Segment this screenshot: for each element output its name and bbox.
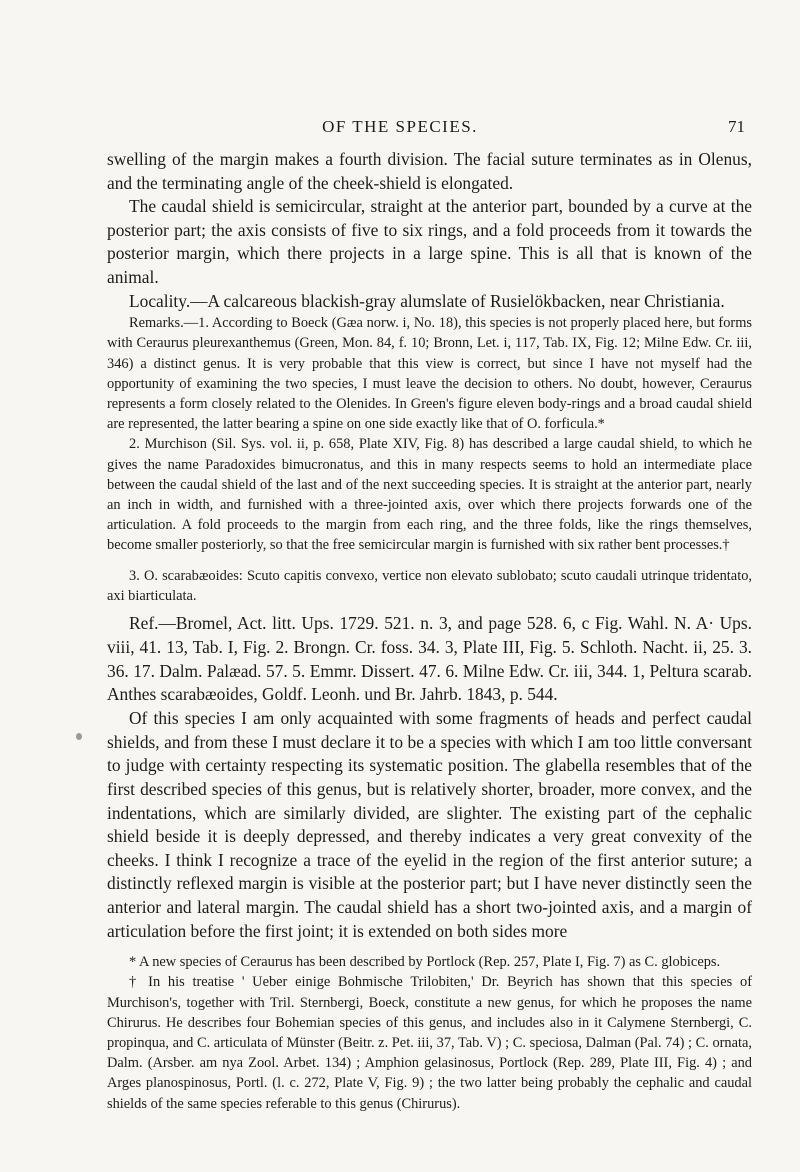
- paragraph-caudal-shield: The caudal shield is semicircular, straight at the anterior part, bounded by a curve at the posterior part; the axis consists of five to six rings, and a fold proceeds from it towards the posterior margin, which there projects in a large spine. This is all that is known of the animal.: [107, 196, 752, 287]
- ink-blot: [76, 733, 82, 740]
- page-number: 71: [728, 117, 745, 136]
- paragraph-remarks-2: 2. Murchison (Sil. Sys. vol. ii, p. 658, Plate XIV, Fig. 8) has described a large caudal shield, to which he gives the name Paradoxides bimucronatus, and this in many respects seems to hold an intermediate place between the caudal shield of the last and of the next succeeding species. It is straight at the anterior part, nearly an inch in width, and furnished with a three-jointed axis, over which there projects forwards one of the articulation. A fold proceeds to the margin from each ring, and the three folds, like the rings themselves, become smaller posteriorly, so that the free semicircular margin is furnished with six rather bent processes.†: [107, 436, 752, 554]
- paragraph-description: Of this species I am only acquainted with some fragments of heads and perfect caudal shields, and from these I must declare it to be a species with which I am too little conversant to judge with certainty respecting its systematic position. The glabella resembles that of the first described species of this genus, but is relatively shorter, broader, more convex, and the indentations, which are similarly divided, are slighter. The existing part of the cephalic shield beside it is deeply depressed, and thereby indicates a very great convexity of the cheeks. I think I recognize a trace of the eyelid in the region of the first anterior suture; a distinctly reflexed margin is visible at the posterior part; but I have never distinctly seen the anterior and lateral margin. The caudal shield has a short two-jointed axis, and a margin of articulation before the first joint; it is extended on both sides more: [107, 708, 752, 941]
- page-content: [107, 148, 752, 1114]
- species-references: Ref.—Bromel, Act. litt. Ups. 1729. 521. n. 3, and page 528. 6, c Fig. Wahl. N. A· Ups. viii, 41. 13, Tab. I, Fig. 2. Brongn. Cr. foss. 34. 3, Plate III, Fig. 5. Schloth. Nacht. ii, 25. 3. 36. 17. Dalm. Palæad. 57. 5. Emmr. Dissert. 47. 6. Milne Edw. Cr. iii, 344. 1, Peltura scarab. Anthes scarabæoides, Goldf. Leonh. und Br. Jahrb. 1843, p. 544.: [107, 613, 752, 705]
- species-diagnosis: 3. O. scarabæoides: Scuto capitis convexo, vertice non elevato sublobato; scuto caudali utrinque tridentato, axi biarticulata.: [107, 567, 752, 604]
- footnotes: [107, 952, 752, 1114]
- footnote-asterisk: * A new species of Ceraurus has been described by Portlock (Rep. 257, Plate I, Fig. 7) as C. globiceps.: [129, 954, 721, 971]
- paragraph-remarks-1: Remarks.—1. According to Boeck (Gæa norw. i, No. 18), this species is not properly placed here, but forms with Ceraurus pleurexanthemus (Green, Mon. 84, f. 10; Bronn, Let. i, 117, Tab. IX, Fig. 12; Milne Edw. Cr. iii, 346) a distinct genus. It is very probable that this view is correct, but since I have not myself had the opportunity of examining the two species, I must leave the decision to others. No doubt, however, Ceraurus represents a form closely related to the Olenides. In Green's figure eleven body-rings and a broad caudal shield are represented, the latter bearing a spine on one side exactly like that of O. forficula.*: [107, 315, 752, 433]
- running-head: OF THE SPECIES.: [322, 117, 478, 136]
- paragraph-continuation: swelling of the margin makes a fourth division. The facial suture terminates as in Olenus, and the terminating angle of the cheek-shield is elongated.: [107, 149, 752, 193]
- footnote-dagger: † In his treatise ' Ueber einige Bohmische Trilobiten,' Dr. Beyrich has shown that this species of Murchison's, together with Tril. Sternbergi, Boeck, constitute a new genus, for which he proposes the name Chirurus. He describes four Bohemian species of this genus, and includes also in it Calymene Sternbergi, C. propinqua, and C. articulata of Münster (Beitr. z. Pet. iii, 37, Tab. V) ; C. speciosa, Dalman (Pal. 74) ; C. ornata, Dalm. (Arsber. am nya Zool. Arbet. 134) ; Amphion gelasinosus, Portlock (Rep. 289, Plate III, Fig. 4) ; and Arges planospinosus, Portl. (l. c. 272, Plate V, Fig. 9) ; the two latter being probably the cephalic and caudal shields of the same species referable to this genus (Chirurus).: [107, 974, 752, 1112]
- page-header: [0, 117, 800, 141]
- paragraph-locality: Locality.—A calcareous blackish-gray alumslate of Rusielökbacken, near Christiania.: [129, 290, 725, 311]
